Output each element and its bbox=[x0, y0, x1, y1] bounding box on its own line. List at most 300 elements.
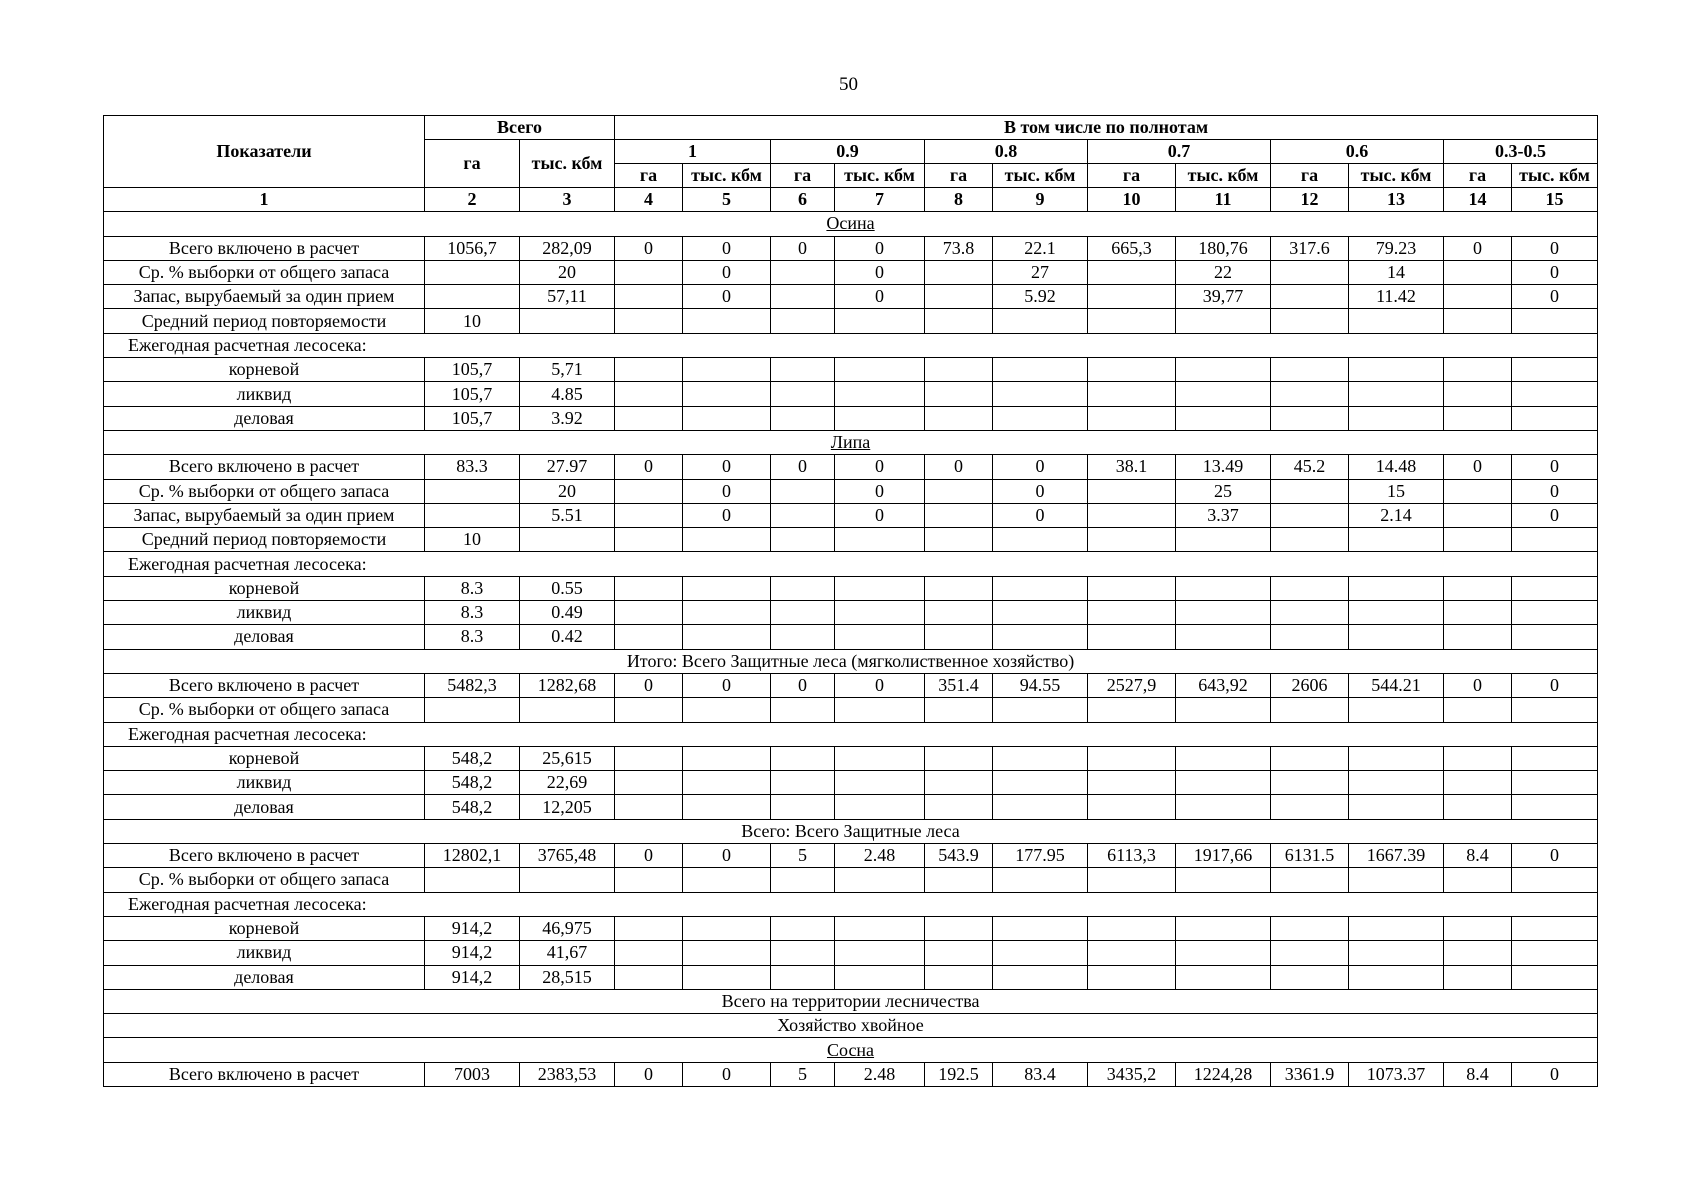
table-cell bbox=[1088, 916, 1176, 940]
table-cell bbox=[615, 528, 683, 552]
table-cell: 57,11 bbox=[520, 285, 615, 309]
row-label: деловая bbox=[104, 406, 425, 430]
table-cell: 0 bbox=[835, 479, 925, 503]
table-cell: 0 bbox=[683, 236, 771, 260]
table-cell: 0 bbox=[835, 503, 925, 527]
row-label: Ежегодная расчетная лесосека: bbox=[104, 892, 1598, 916]
table-cell bbox=[925, 625, 993, 649]
table-cell: 14 bbox=[1349, 260, 1444, 284]
table-cell bbox=[1349, 941, 1444, 965]
table-cell: 548,2 bbox=[425, 795, 520, 819]
section-title-text: Липа bbox=[830, 432, 871, 453]
table-row bbox=[104, 941, 1598, 965]
table-cell bbox=[1349, 746, 1444, 770]
table-cell bbox=[1271, 746, 1349, 770]
header-unit-tkbm: тыс. кбм bbox=[835, 164, 925, 188]
table-cell bbox=[520, 698, 615, 722]
table-cell: 5.92 bbox=[993, 285, 1088, 309]
table-cell bbox=[615, 576, 683, 600]
table-cell: 8.4 bbox=[1444, 1062, 1512, 1086]
table-cell bbox=[1444, 382, 1512, 406]
table-cell: 0 bbox=[683, 285, 771, 309]
table-cell bbox=[520, 528, 615, 552]
section-title-text: Осина bbox=[826, 213, 875, 234]
table-cell bbox=[683, 941, 771, 965]
table-row bbox=[104, 503, 1598, 527]
table-cell: 3.92 bbox=[520, 406, 615, 430]
row-label: Ср. % выборки от общего запаса bbox=[104, 479, 425, 503]
table-cell: 22 bbox=[1176, 260, 1271, 284]
table-cell bbox=[1512, 941, 1598, 965]
table-cell bbox=[615, 601, 683, 625]
header-unit-ha: га bbox=[1271, 164, 1349, 188]
table-cell: 0 bbox=[993, 479, 1088, 503]
table-cell bbox=[1444, 406, 1512, 430]
table-cell bbox=[615, 285, 683, 309]
section-title-text: Итого: Всего Защитные леса (мягколиственное хозяйство) bbox=[626, 650, 1075, 671]
row-label: ликвид bbox=[104, 941, 425, 965]
table-cell: 543.9 bbox=[925, 844, 993, 868]
table-cell: 0 bbox=[771, 236, 835, 260]
table-cell: 83.3 bbox=[425, 455, 520, 479]
table-cell bbox=[1271, 698, 1349, 722]
table-cell: 0 bbox=[993, 455, 1088, 479]
table-cell bbox=[1271, 771, 1349, 795]
header-unit-tkbm: тыс. кбм bbox=[1349, 164, 1444, 188]
table-cell bbox=[771, 382, 835, 406]
table-cell: 0 bbox=[683, 503, 771, 527]
table-cell: 192.5 bbox=[925, 1062, 993, 1086]
table-cell bbox=[425, 698, 520, 722]
section-title bbox=[104, 819, 1598, 843]
table-cell bbox=[993, 576, 1088, 600]
table-cell bbox=[771, 406, 835, 430]
table-cell: 0 bbox=[1512, 236, 1598, 260]
table-cell bbox=[925, 406, 993, 430]
table-cell bbox=[771, 260, 835, 284]
table-cell: 2.14 bbox=[1349, 503, 1444, 527]
column-number: 3 bbox=[520, 188, 615, 212]
table-cell bbox=[1512, 746, 1598, 770]
row-label: ликвид bbox=[104, 382, 425, 406]
section-row bbox=[104, 1014, 1598, 1038]
table-cell bbox=[1349, 382, 1444, 406]
table-cell bbox=[1088, 285, 1176, 309]
column-numbers-row bbox=[104, 188, 1598, 212]
table-cell bbox=[615, 771, 683, 795]
table-cell bbox=[771, 795, 835, 819]
table-cell: 0 bbox=[1444, 455, 1512, 479]
table-cell: 0 bbox=[835, 260, 925, 284]
table-cell: 1073.37 bbox=[1349, 1062, 1444, 1086]
table-cell: 10 bbox=[425, 528, 520, 552]
row-label: Средний период повторяемости bbox=[104, 528, 425, 552]
table-cell bbox=[925, 309, 993, 333]
table-cell bbox=[835, 868, 925, 892]
table-cell: 105,7 bbox=[425, 382, 520, 406]
table-cell bbox=[771, 916, 835, 940]
table-cell bbox=[1176, 309, 1271, 333]
table-cell bbox=[1088, 698, 1176, 722]
table-cell bbox=[1444, 941, 1512, 965]
table-cell: 0 bbox=[771, 455, 835, 479]
table-cell: 0.42 bbox=[520, 625, 615, 649]
table-cell: 0 bbox=[615, 1062, 683, 1086]
table-cell bbox=[1271, 406, 1349, 430]
table-cell: 73.8 bbox=[925, 236, 993, 260]
row-label: Всего включено в расчет bbox=[104, 844, 425, 868]
table-cell bbox=[615, 941, 683, 965]
row-label: Ср. % выборки от общего запаса bbox=[104, 260, 425, 284]
table-cell bbox=[615, 309, 683, 333]
table-cell bbox=[1271, 309, 1349, 333]
table-cell: 914,2 bbox=[425, 916, 520, 940]
subheading-row bbox=[104, 333, 1598, 357]
table-cell bbox=[1349, 601, 1444, 625]
table-cell bbox=[615, 358, 683, 382]
table-row bbox=[104, 771, 1598, 795]
table-cell bbox=[1088, 941, 1176, 965]
table-cell bbox=[683, 916, 771, 940]
table-cell: 0 bbox=[615, 455, 683, 479]
table-cell bbox=[1512, 601, 1598, 625]
subheading-row bbox=[104, 722, 1598, 746]
table-cell bbox=[925, 382, 993, 406]
table-cell bbox=[771, 503, 835, 527]
table-cell bbox=[925, 771, 993, 795]
table-cell bbox=[1349, 771, 1444, 795]
table-cell bbox=[1176, 746, 1271, 770]
table-row bbox=[104, 673, 1598, 697]
table-cell bbox=[993, 746, 1088, 770]
table-cell bbox=[1512, 406, 1598, 430]
table-cell bbox=[520, 868, 615, 892]
table-cell: 45.2 bbox=[1271, 455, 1349, 479]
table-cell: 548,2 bbox=[425, 771, 520, 795]
table-cell bbox=[1176, 382, 1271, 406]
header-unit-ha: га bbox=[1444, 164, 1512, 188]
table-cell: 0 bbox=[1512, 455, 1598, 479]
table-cell bbox=[615, 479, 683, 503]
table-cell bbox=[835, 625, 925, 649]
table-cell bbox=[683, 965, 771, 989]
table-cell: 3435,2 bbox=[1088, 1062, 1176, 1086]
table-cell: 0.55 bbox=[520, 576, 615, 600]
table-cell bbox=[1088, 382, 1176, 406]
table-cell bbox=[993, 406, 1088, 430]
table-cell bbox=[925, 260, 993, 284]
row-label: Ежегодная расчетная лесосека: bbox=[104, 552, 1598, 576]
table-cell bbox=[425, 479, 520, 503]
table-cell bbox=[1444, 503, 1512, 527]
table-cell bbox=[683, 746, 771, 770]
table-cell: 5 bbox=[771, 844, 835, 868]
row-label: корневой bbox=[104, 916, 425, 940]
table-cell bbox=[615, 625, 683, 649]
table-cell: 282,09 bbox=[520, 236, 615, 260]
subheading-row bbox=[104, 552, 1598, 576]
table-cell: 8.3 bbox=[425, 625, 520, 649]
table-cell bbox=[993, 916, 1088, 940]
table-row bbox=[104, 260, 1598, 284]
table-cell: 46,975 bbox=[520, 916, 615, 940]
table-cell: 5,71 bbox=[520, 358, 615, 382]
table-cell: 8.4 bbox=[1444, 844, 1512, 868]
section-title-text: Хозяйство хвойное bbox=[777, 1015, 924, 1036]
table-cell bbox=[1512, 698, 1598, 722]
table-cell: 41,67 bbox=[520, 941, 615, 965]
table-cell: 0 bbox=[683, 844, 771, 868]
table-cell bbox=[1176, 771, 1271, 795]
table-cell bbox=[1271, 941, 1349, 965]
table-row bbox=[104, 358, 1598, 382]
row-label: деловая bbox=[104, 795, 425, 819]
table-cell: 1282,68 bbox=[520, 673, 615, 697]
table-cell bbox=[835, 698, 925, 722]
table-cell: 2.48 bbox=[835, 844, 925, 868]
table-cell bbox=[993, 771, 1088, 795]
table-cell: 7003 bbox=[425, 1062, 520, 1086]
cutting-area-table bbox=[103, 115, 1598, 1087]
table-cell bbox=[1271, 260, 1349, 284]
table-cell bbox=[1444, 916, 1512, 940]
table-cell bbox=[1176, 528, 1271, 552]
column-number: 11 bbox=[1176, 188, 1271, 212]
row-label: Ср. % выборки от общего запаса bbox=[104, 868, 425, 892]
table-cell: 665,3 bbox=[1088, 236, 1176, 260]
header-total-tkbm: тыс. кбм bbox=[520, 140, 615, 188]
table-cell bbox=[425, 285, 520, 309]
table-cell bbox=[1088, 479, 1176, 503]
table-body bbox=[104, 212, 1598, 1087]
table-cell: 10 bbox=[425, 309, 520, 333]
header-total-ha: га bbox=[425, 140, 520, 188]
row-label: деловая bbox=[104, 625, 425, 649]
table-cell: 1224,28 bbox=[1176, 1062, 1271, 1086]
table-cell: 6113,3 bbox=[1088, 844, 1176, 868]
table-cell bbox=[1271, 358, 1349, 382]
row-label: корневой bbox=[104, 746, 425, 770]
table-cell bbox=[1088, 868, 1176, 892]
table-cell bbox=[1088, 795, 1176, 819]
table-cell bbox=[683, 358, 771, 382]
table-cell bbox=[683, 795, 771, 819]
table-cell bbox=[993, 625, 1088, 649]
table-cell bbox=[1512, 382, 1598, 406]
table-cell bbox=[771, 479, 835, 503]
row-label: Всего включено в расчет bbox=[104, 236, 425, 260]
table-cell bbox=[1349, 309, 1444, 333]
table-cell: 0 bbox=[683, 673, 771, 697]
table-cell: 177.95 bbox=[993, 844, 1088, 868]
table-cell: 2.48 bbox=[835, 1062, 925, 1086]
table-cell bbox=[771, 625, 835, 649]
table-cell bbox=[1512, 358, 1598, 382]
row-label: Всего включено в расчет bbox=[104, 673, 425, 697]
table-cell: 105,7 bbox=[425, 358, 520, 382]
table-cell bbox=[683, 625, 771, 649]
table-cell bbox=[1271, 916, 1349, 940]
table-cell bbox=[925, 795, 993, 819]
table-cell bbox=[1088, 771, 1176, 795]
table-cell bbox=[1444, 309, 1512, 333]
table-cell: 12,205 bbox=[520, 795, 615, 819]
table-cell bbox=[1176, 965, 1271, 989]
table-cell bbox=[835, 601, 925, 625]
table-cell bbox=[993, 601, 1088, 625]
table-cell: 1917,66 bbox=[1176, 844, 1271, 868]
table-cell: 548,2 bbox=[425, 746, 520, 770]
table-cell bbox=[1444, 576, 1512, 600]
table-cell bbox=[771, 528, 835, 552]
table-cell: 4.85 bbox=[520, 382, 615, 406]
table-cell bbox=[1349, 965, 1444, 989]
table-cell bbox=[925, 576, 993, 600]
table-cell: 0 bbox=[925, 455, 993, 479]
row-label: Запас, вырубаемый за один прием bbox=[104, 503, 425, 527]
header-density: 0.9 bbox=[771, 140, 925, 164]
section-title bbox=[104, 649, 1598, 673]
table-row bbox=[104, 868, 1598, 892]
table-cell: 20 bbox=[520, 260, 615, 284]
header-unit-tkbm: тыс. кбм bbox=[1176, 164, 1271, 188]
table-cell bbox=[993, 868, 1088, 892]
page-number: 50 bbox=[839, 74, 858, 95]
column-number: 7 bbox=[835, 188, 925, 212]
row-label: корневой bbox=[104, 358, 425, 382]
table-cell bbox=[425, 260, 520, 284]
table-cell: 0 bbox=[1512, 260, 1598, 284]
table-cell bbox=[771, 309, 835, 333]
table-row bbox=[104, 844, 1598, 868]
table-row bbox=[104, 406, 1598, 430]
table-cell bbox=[1176, 625, 1271, 649]
table-cell bbox=[1176, 868, 1271, 892]
table-cell bbox=[615, 916, 683, 940]
table-cell bbox=[925, 868, 993, 892]
table-cell: 180,76 bbox=[1176, 236, 1271, 260]
table-cell bbox=[1349, 868, 1444, 892]
table-cell: 6131.5 bbox=[1271, 844, 1349, 868]
table-cell bbox=[835, 771, 925, 795]
table-cell bbox=[1444, 358, 1512, 382]
row-label: Ср. % выборки от общего запаса bbox=[104, 698, 425, 722]
table-cell: 0 bbox=[683, 455, 771, 479]
table-row bbox=[104, 625, 1598, 649]
table-cell bbox=[1512, 868, 1598, 892]
table-cell bbox=[1271, 285, 1349, 309]
column-number: 13 bbox=[1349, 188, 1444, 212]
table-cell: 0 bbox=[1444, 673, 1512, 697]
table-row bbox=[104, 309, 1598, 333]
table-cell bbox=[835, 358, 925, 382]
table-cell bbox=[1271, 868, 1349, 892]
table-cell bbox=[771, 941, 835, 965]
table-cell: 3765,48 bbox=[520, 844, 615, 868]
header-density: 0.7 bbox=[1088, 140, 1271, 164]
table-cell: 12802,1 bbox=[425, 844, 520, 868]
table-cell: 0 bbox=[683, 479, 771, 503]
header-unit-ha: га bbox=[925, 164, 993, 188]
table-cell: 11.42 bbox=[1349, 285, 1444, 309]
table-cell: 1056,7 bbox=[425, 236, 520, 260]
row-label: Всего включено в расчет bbox=[104, 455, 425, 479]
column-number: 15 bbox=[1512, 188, 1598, 212]
table-cell bbox=[615, 795, 683, 819]
column-number: 8 bbox=[925, 188, 993, 212]
table-cell bbox=[615, 746, 683, 770]
table-cell bbox=[1444, 795, 1512, 819]
section-title bbox=[104, 989, 1598, 1013]
table-cell bbox=[520, 309, 615, 333]
table-cell bbox=[1271, 528, 1349, 552]
table-row bbox=[104, 285, 1598, 309]
table-cell bbox=[1349, 576, 1444, 600]
table-cell bbox=[1271, 965, 1349, 989]
table-cell: 3.37 bbox=[1176, 503, 1271, 527]
table-cell: 1667.39 bbox=[1349, 844, 1444, 868]
table-cell bbox=[771, 746, 835, 770]
table-cell: 15 bbox=[1349, 479, 1444, 503]
column-number: 6 bbox=[771, 188, 835, 212]
section-title-text: Сосна bbox=[826, 1039, 875, 1060]
table-cell bbox=[835, 746, 925, 770]
table-cell: 0 bbox=[1512, 285, 1598, 309]
table-cell bbox=[925, 503, 993, 527]
table-cell bbox=[1271, 625, 1349, 649]
header-unit-tkbm: тыс. кбм bbox=[993, 164, 1088, 188]
header-by-density: В том числе по полнотам bbox=[615, 116, 1598, 140]
table-cell bbox=[1088, 601, 1176, 625]
table-cell bbox=[1444, 285, 1512, 309]
table-cell bbox=[1444, 479, 1512, 503]
column-number: 4 bbox=[615, 188, 683, 212]
table-cell bbox=[1512, 916, 1598, 940]
table-cell bbox=[925, 965, 993, 989]
column-number: 5 bbox=[683, 188, 771, 212]
table-cell bbox=[1349, 625, 1444, 649]
table-cell: 0 bbox=[1512, 673, 1598, 697]
table-cell bbox=[615, 698, 683, 722]
table-cell: 14.48 bbox=[1349, 455, 1444, 479]
section-title bbox=[104, 430, 1598, 454]
column-number: 9 bbox=[993, 188, 1088, 212]
table-cell bbox=[771, 285, 835, 309]
table-cell: 13.49 bbox=[1176, 455, 1271, 479]
table-cell bbox=[771, 358, 835, 382]
section-row bbox=[104, 649, 1598, 673]
column-number: 1 bbox=[104, 188, 425, 212]
table-cell bbox=[1444, 260, 1512, 284]
table-cell bbox=[1271, 601, 1349, 625]
table-cell bbox=[925, 601, 993, 625]
table-cell bbox=[1349, 528, 1444, 552]
table-cell: 8.3 bbox=[425, 601, 520, 625]
table-cell bbox=[683, 309, 771, 333]
table-cell bbox=[1271, 576, 1349, 600]
section-title-text: Всего: Всего Защитные леса bbox=[741, 820, 960, 841]
table-cell: 0 bbox=[1512, 503, 1598, 527]
table-cell bbox=[835, 576, 925, 600]
table-cell: 38.1 bbox=[1088, 455, 1176, 479]
section-title bbox=[104, 1038, 1598, 1062]
table-cell bbox=[1271, 503, 1349, 527]
header-unit-ha: га bbox=[615, 164, 683, 188]
table-cell: 2606 bbox=[1271, 673, 1349, 697]
table-cell bbox=[1271, 382, 1349, 406]
table-cell bbox=[1512, 309, 1598, 333]
table-cell bbox=[1512, 795, 1598, 819]
